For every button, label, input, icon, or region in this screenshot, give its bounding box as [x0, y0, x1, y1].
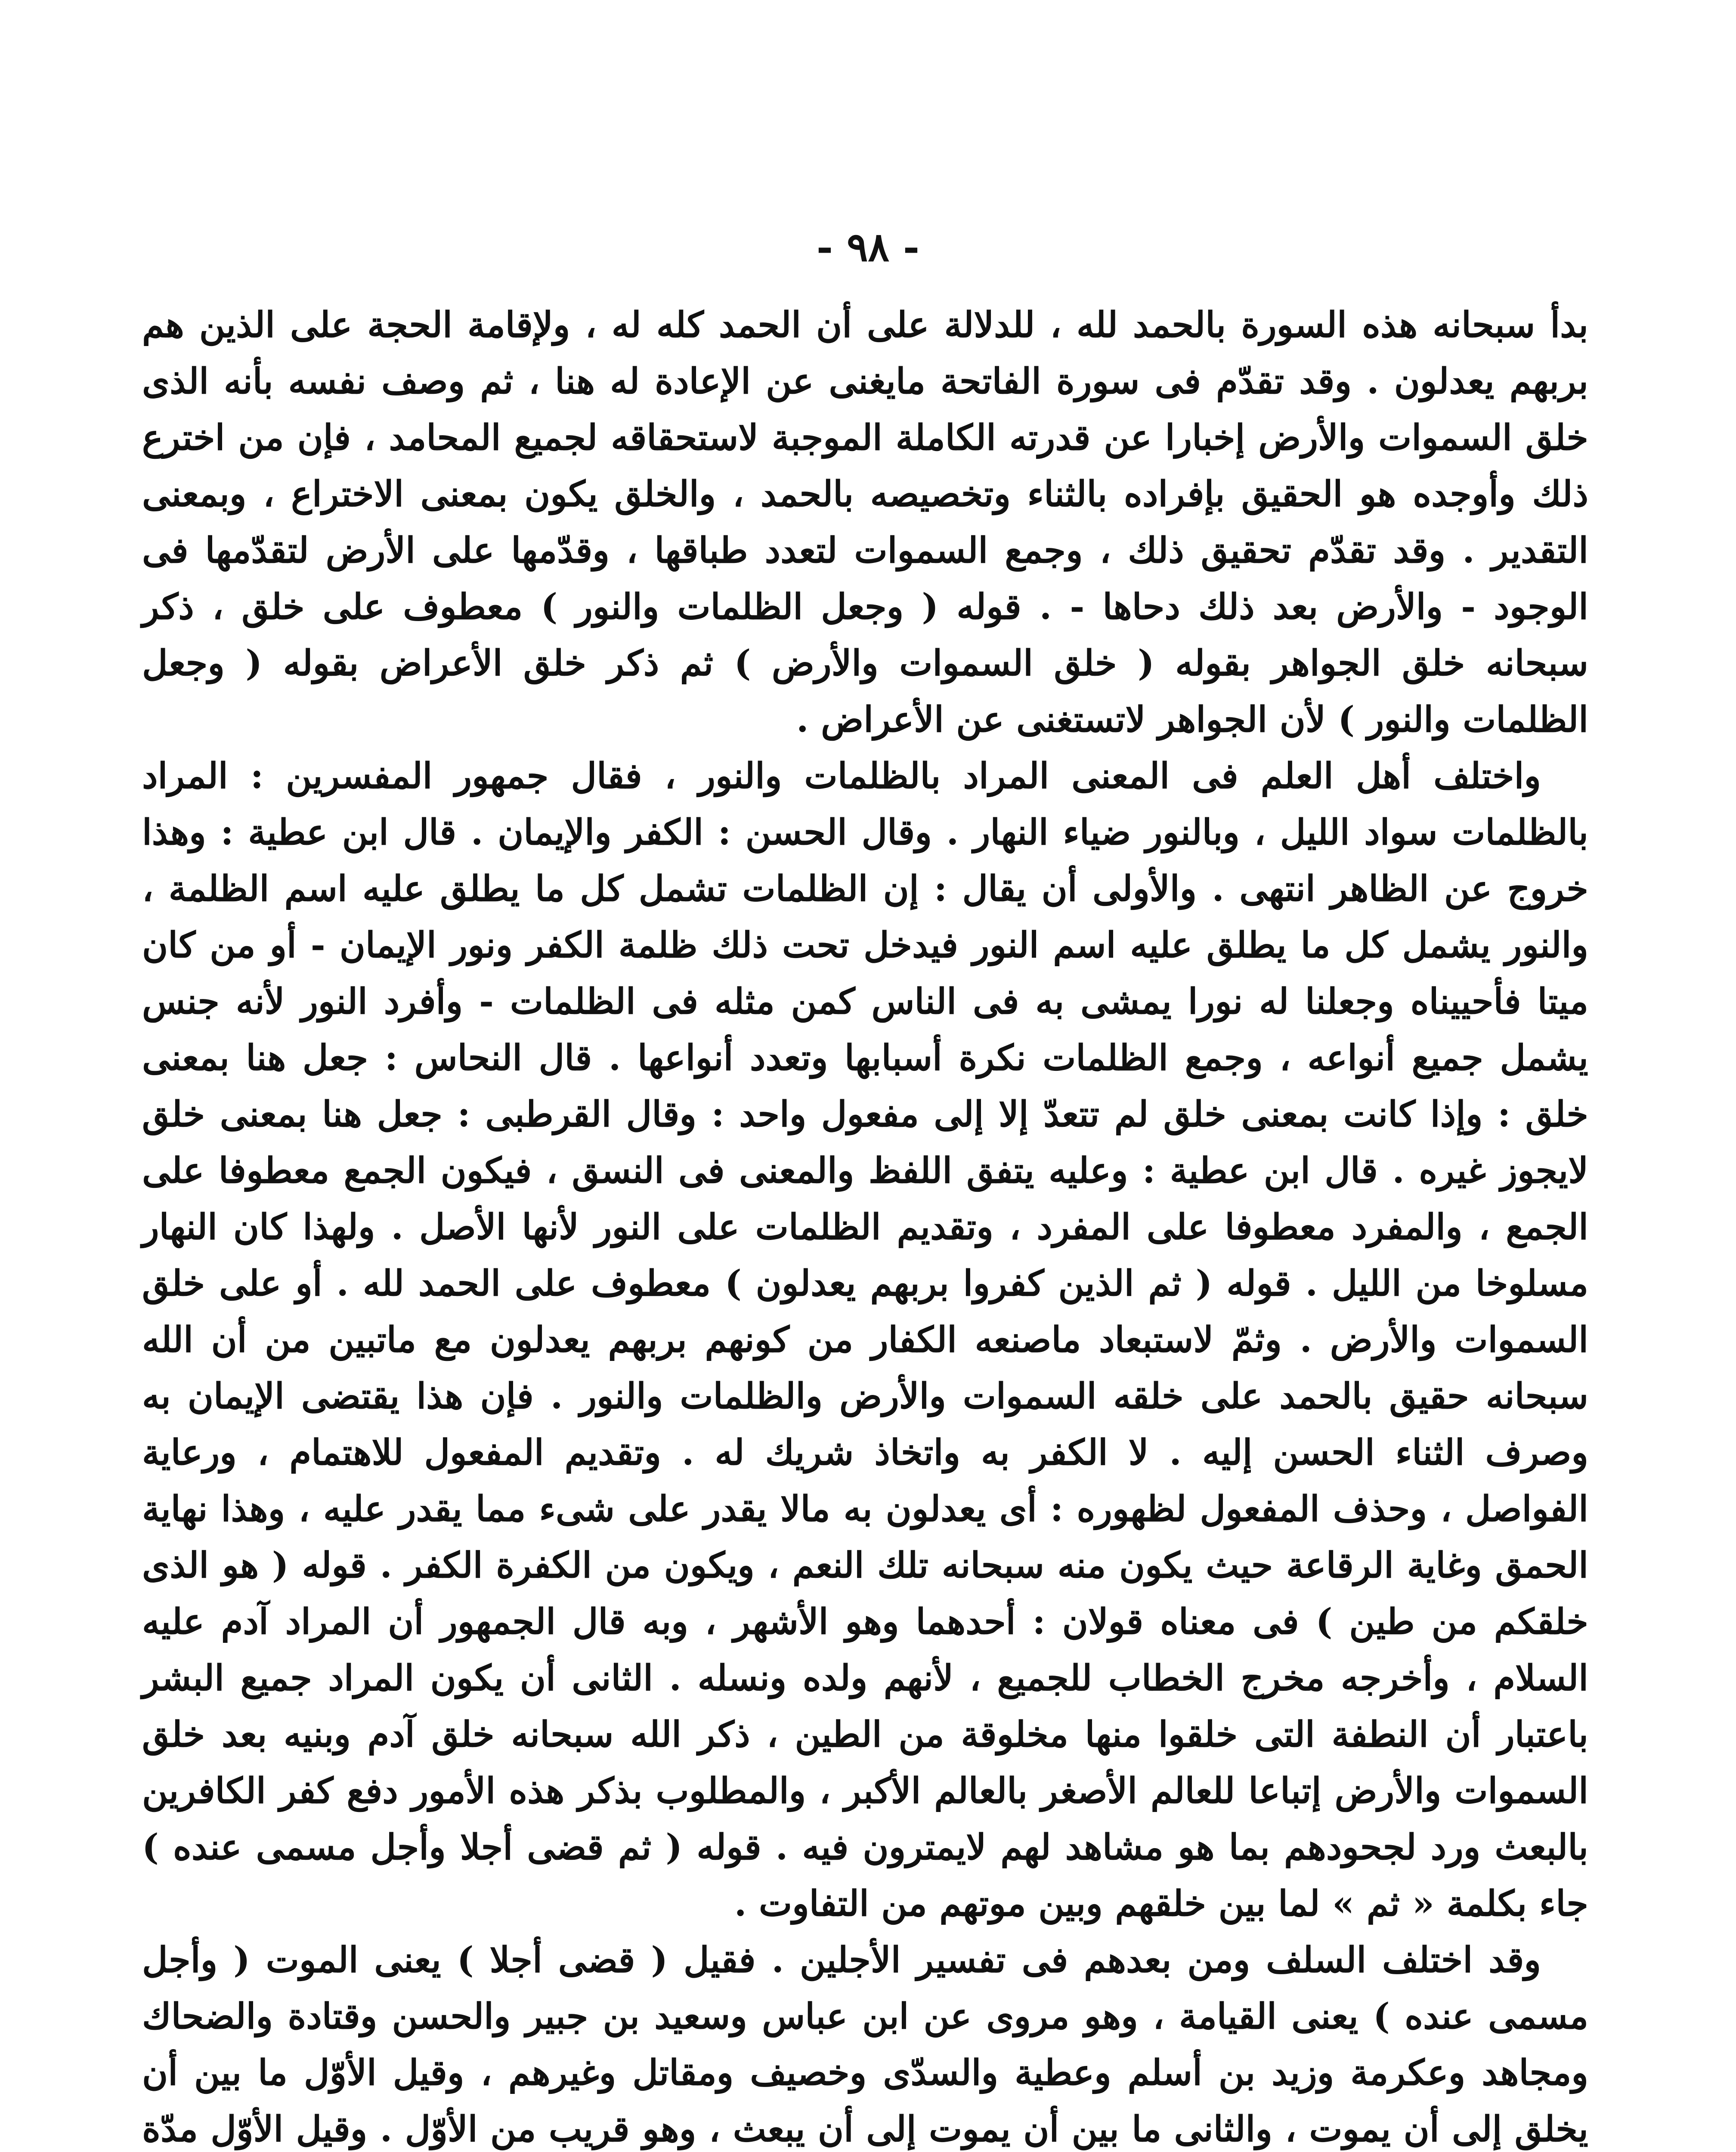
paragraph-3: وقد اختلف السلف ومن بعدهم فى تفسير الأجلين . فقيل ( قضى أجلا ) يعنى الموت ( وأجل مسمى عنده ) يعنى القيامة ، وهو مروى عن ابن عباس وسعيد بن جبير والحسن وقتادة والضحاك ومجاهد وعكرمة وزيد بن أسلم وعطية والسدّى وخصيف ومقاتل وغيرهم ، وقيل الأوّل ما بين أن يخلق إلى أن يموت ، والثانى ما بين أن يموت إلى أن يبعث ، وهو قريب من الأوّل . وقيل الأوّل مدّة	[142, 1939, 1588, 2150]
paragraph-2: واختلف أهل العلم فى المعنى المراد بالظلمات والنور ، فقال جمهور المفسرين : المراد بالظلمات سواد الليل ، وبالنور ضياء النهار . وقال الحسن : الكفر والإيمان . قال ابن عطية : وهذا خروج عن الظاهر انتهى . والأولى أن يقال : إن الظلمات تشمل كل ما يطلق عليه اسم الظلمة ، والنور يشمل كل ما يطلق عليه اسم النور فيدخل تحت ذلك ظلمة الكفر ونور الإيمان - أو من كان ميتا فأحييناه وجعلنا له نورا يمشى به فى الناس كمن مثله فى الظلمات - وأفرد النور لأنه جنس يشمل جميع أنواعه ، وجمع الظلمات نكرة أسبابها وتعدد أنواعها . قال النحاس : جعل هنا بمعنى خلق : وإذا كانت بمعنى خلق لم تتعدّ إلا إلى مفعول واحد : وقال القرطبى : جعل هنا بمعنى خلق لايجوز غيره . قال ابن عطية : وعليه يتفق اللفظ والمعنى فى النسق ، فيكون الجمع معطوفا على الجمع ، والمفرد معطوفا على المفرد ، وتقديم الظلمات على النور لأنها الأصل . ولهذا كان النهار مسلوخا من الليل . قوله ( ثم الذين كفروا بربهم يعدلون ) معطوف على الحمد لله . أو على خلق السموات والأرض . وثمّ لاستبعاد ماصنعه الكفار من كونهم بربهم يعدلون مع ماتبين من أن الله سبحانه حقيق بالحمد على خلقه السموات والأرض والظلمات والنور . فإن هذا يقتضى الإيمان به وصرف الثناء الحسن إليه . لا الكفر به واتخاذ شريك له . وتقديم المفعول للاهتمام ، ورعاية الفواصل ، وحذف المفعول لظهوره : أى يعدلون به مالا يقدر على شىء مما يقدر عليه ، وهذا نهاية الحمق وغاية الرقاعة حيث يكون منه سبحانه تلك النعم ، ويكون من الكفرة الكفر . قوله ( هو الذى خلقكم من طين ) فى معناه قولان : أحدهما وهو الأشهر ، وبه قال الجمهور أن المراد آدم عليه السلام ، وأخرجه مخرج الخطاب للجميع ، لأنهم ولده ونسله . الثانى أن يكون المراد جميع البشر باعتبار أن النطفة التى خلقوا منها مخلوقة من الطين ، ذكر الله سبحانه خلق آدم وبنيه بعد خلق السموات والأرض إتباعا للعالم الأصغر بالعالم الأكبر ، والمطلوب بذكر هذه الأمور دفع كفر الكافرين بالبعث ورد لجحودهم بما هو مشاهد لهم لايمترون فيه . قوله ( ثم قضى أجلا وأجل مسمى عنده ) جاء بكلمة « ثم » لما بين خلقهم وبين موتهم من التفاوت .	[142, 755, 1588, 1924]
page-number: - ٩٨ -	[816, 224, 920, 270]
paragraph-1: بدأ سبحانه هذه السورة بالحمد لله ، للدلالة على أن الحمد كله له ، ولإقامة الحجة على الذين هم بربهم يعدلون . وقد تقدّم فى سورة الفاتحة مايغنى عن الإعادة له هنا ، ثم وصف نفسه بأنه الذى خلق السموات والأرض إخبارا عن قدرته الكاملة الموجبة لاستحقاقه لجميع المحامد ، فإن من اخترع ذلك وأوجده هو الحقيق بإفراده بالثناء وتخصيصه بالحمد ، والخلق يكون بمعنى الاختراع ، وبمعنى التقدير . وقد تقدّم تحقيق ذلك ، وجمع السموات لتعدد طباقها ، وقدّمها على الأرض لتقدّمها فى الوجود - والأرض بعد ذلك دحاها - . قوله ( وجعل الظلمات والنور ) معطوف على خلق ، ذكر سبحانه خلق الجواهر بقوله ( خلق السموات والأرض ) ثم ذكر خلق الأعراض بقوله ( وجعل الظلمات والنور ) لأن الجواهر لاتستغنى عن الأعراض .	[142, 304, 1589, 740]
body-text	[142, 297, 1588, 2152]
